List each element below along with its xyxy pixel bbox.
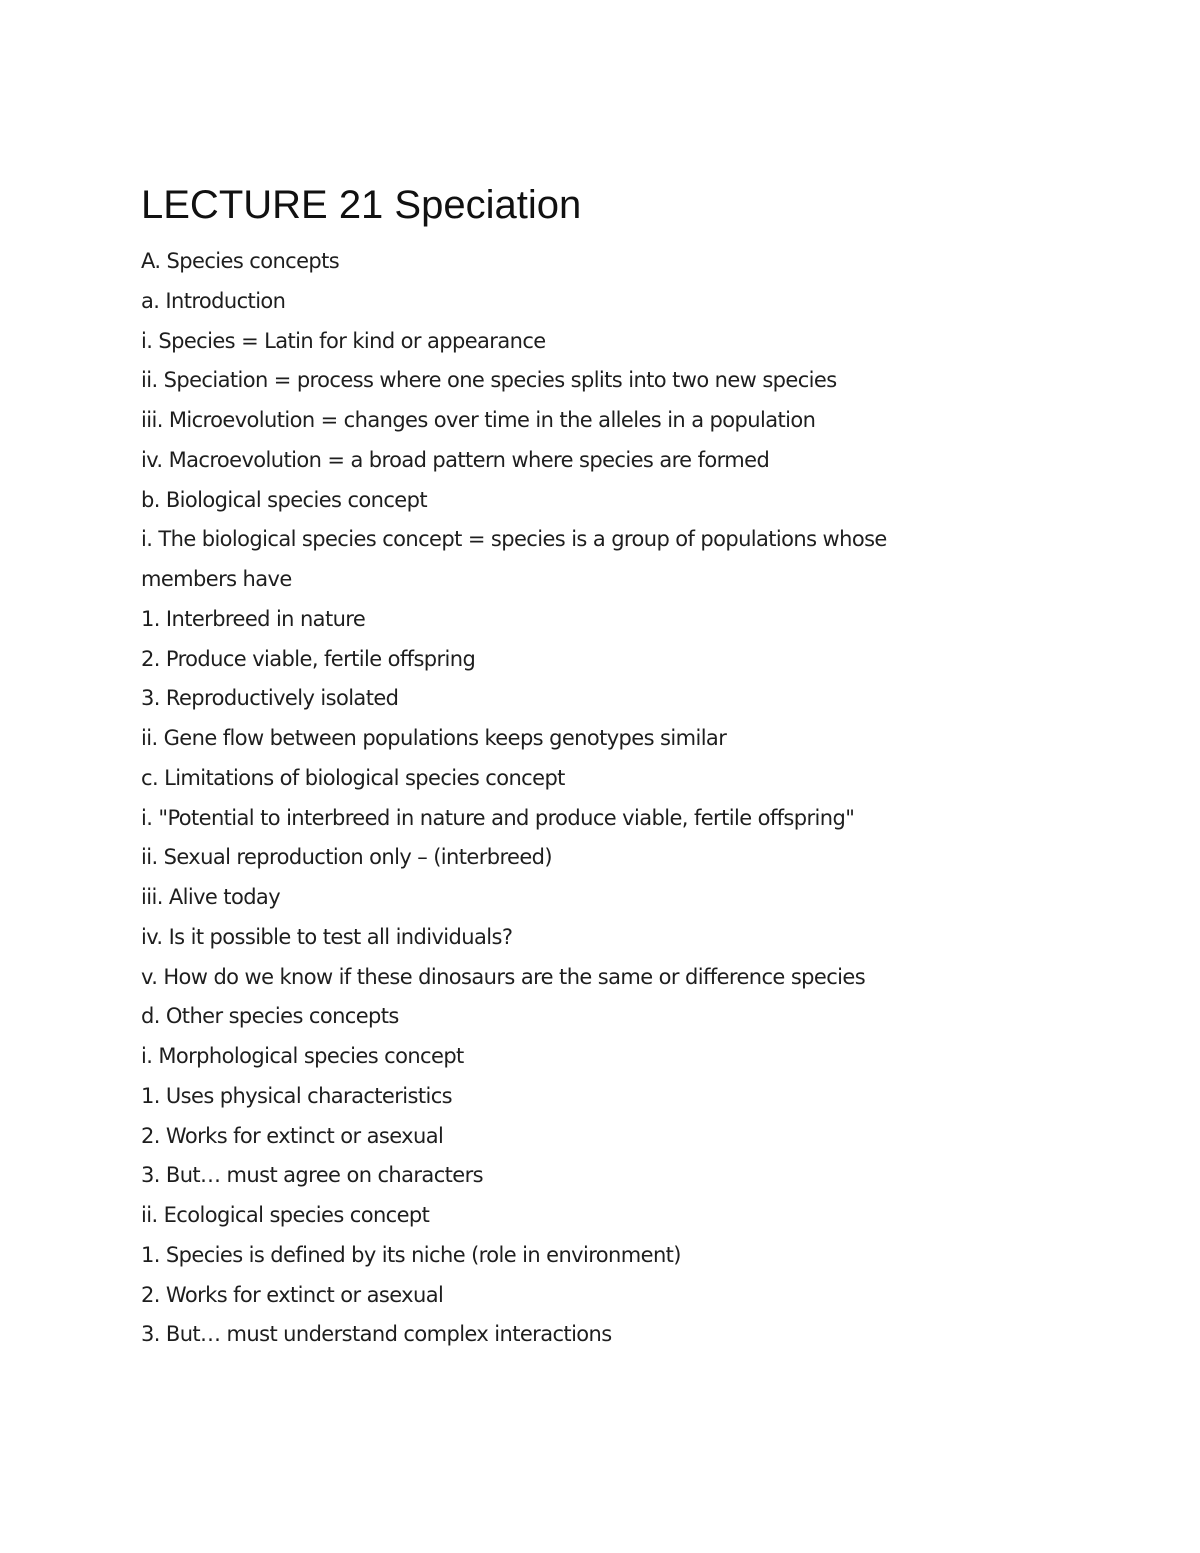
note-line: iv. Macroevolution = a broad pattern where species are formed [141,447,770,472]
note-line: c. Limitations of biological species concept [141,765,565,790]
note-line: ii. Ecological species concept [141,1203,430,1227]
note-line: v. How do we know if these dinosaurs are the same or difference species [141,964,866,989]
note-line: 2. Produce viable, fertile offspring [141,646,476,671]
note-line: A. Species concepts [141,249,340,273]
note-line: iii. Microevolution = changes over time in the alleles in a population [141,408,816,432]
note-line: 2. Works for extinct or asexual [141,1123,444,1148]
note-line: ii. Sexual reproduction only – (interbreed) [141,845,553,870]
note-line: a. Introduction [141,288,286,313]
page-title: LECTURE 21 Speciation [141,183,582,227]
note-line: i. Species = Latin for kind or appearance [141,328,546,353]
note-line: ii. Gene flow between populations keeps genotypes similar [141,726,727,750]
note-line: ii. Speciation = process where one species splits into two new species [141,368,837,393]
notes-list [141,242,931,1355]
note-line: 1. Species is defined by its niche (role in environment) [141,1242,681,1267]
note-line: 1. Uses physical characteristics [141,1083,453,1108]
note-line: d. Other species concepts [141,1004,399,1029]
note-line: 3. But… must agree on characters [141,1163,483,1188]
note-line: 3. Reproductively isolated [141,686,399,711]
note-line: i. Morphological species concept [141,1044,464,1068]
note-line: 1. Interbreed in nature [141,606,366,631]
note-line: iv. Is it possible to test all individuals? [141,924,513,949]
note-line: 2. Works for extinct or asexual [141,1282,444,1307]
note-line: i. The biological species concept = species is a group of populations whose [141,527,887,552]
note-line: 3. But… must understand complex interactions [141,1322,612,1347]
note-line: b. Biological species concept [141,487,427,512]
note-line: members have [141,567,292,591]
note-line: iii. Alive today [141,885,281,909]
note-line: i. "Potential to interbreed in nature and produce viable, fertile offspring" [141,805,855,830]
